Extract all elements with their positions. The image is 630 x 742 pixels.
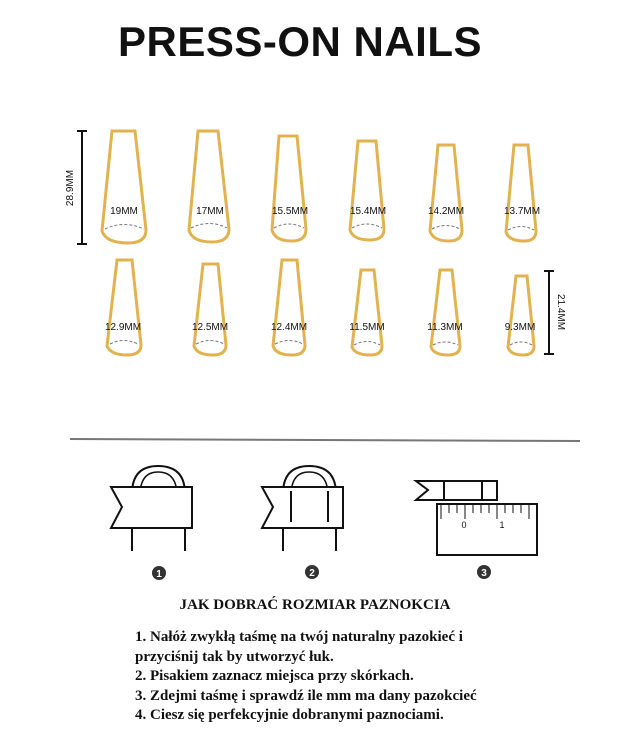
length-label-right: 21.4MM — [555, 293, 566, 331]
nail-shape — [428, 145, 464, 241]
instructions-heading: JAK DOBRAĆ ROZMIAR PAZNOKCIA — [179, 597, 451, 613]
length-label-left: 28.9MM — [65, 169, 76, 207]
step-number: 3 — [481, 568, 487, 579]
nail-shape — [192, 264, 228, 355]
step-3-illustration — [416, 481, 537, 579]
section-divider — [70, 439, 580, 441]
instruction-line: 2. Pisakiem zaznacz miejsca przy skórkach. — [135, 668, 414, 684]
instruction-line: przyciśnij tak by utworzyć łuk. — [135, 648, 334, 665]
nail-size-label: 12.5MM — [191, 322, 229, 333]
nail-size-label: 11.5MM — [349, 322, 385, 333]
length-indicator-right — [544, 271, 566, 354]
step-number: 1 — [156, 569, 162, 580]
step-1-illustration — [111, 466, 192, 580]
nail-shape — [272, 136, 308, 241]
nail-shape — [349, 270, 384, 355]
step-number: 2 — [309, 568, 315, 579]
nail-shape — [271, 260, 307, 355]
nail-shape — [504, 145, 540, 241]
nail-size-label: 12.4MM — [270, 322, 308, 333]
step-2-illustration — [262, 466, 343, 579]
nail-size-label: 15.5MM — [271, 206, 309, 217]
nail-row-1 — [102, 131, 540, 243]
nail-size-label: 13.7MM — [503, 206, 541, 217]
length-indicator-left — [65, 131, 87, 244]
ruler-mark: 1 — [499, 520, 505, 530]
nail-size-label: 11.3MM — [427, 322, 463, 333]
nail-size-label: 15.4MM — [349, 206, 387, 217]
nail-shape — [102, 131, 146, 243]
nail-shape — [105, 260, 141, 355]
ruler-mark: 0 — [461, 520, 467, 530]
nail-size-label: 14.2MM — [427, 206, 465, 217]
page-title: PRESS-ON NAILS — [117, 18, 483, 65]
nail-shape — [350, 141, 386, 240]
nail-size-label: 17MM — [196, 206, 224, 217]
nail-row-2 — [105, 260, 535, 355]
nail-shape — [505, 276, 536, 355]
nail-size-label: 12.9MM — [104, 322, 142, 333]
instructions-list — [135, 628, 605, 726]
instruction-line: 1. Nałóż zwykłą taśmę na twój naturalny pazokieć i — [135, 629, 463, 645]
instruction-line: 4. Ciesz się perfekcyjnie dobranymi paznociami. — [135, 707, 444, 723]
instruction-line: 3. Zdejmi taśmę i sprawdź ile mm ma dany pazokcieć — [135, 687, 477, 704]
nail-shape — [189, 131, 229, 242]
nail-shape — [427, 270, 462, 355]
ruler — [437, 504, 537, 555]
nail-size-label: 9.3MM — [504, 322, 536, 333]
nail-size-label: 19MM — [110, 206, 138, 217]
